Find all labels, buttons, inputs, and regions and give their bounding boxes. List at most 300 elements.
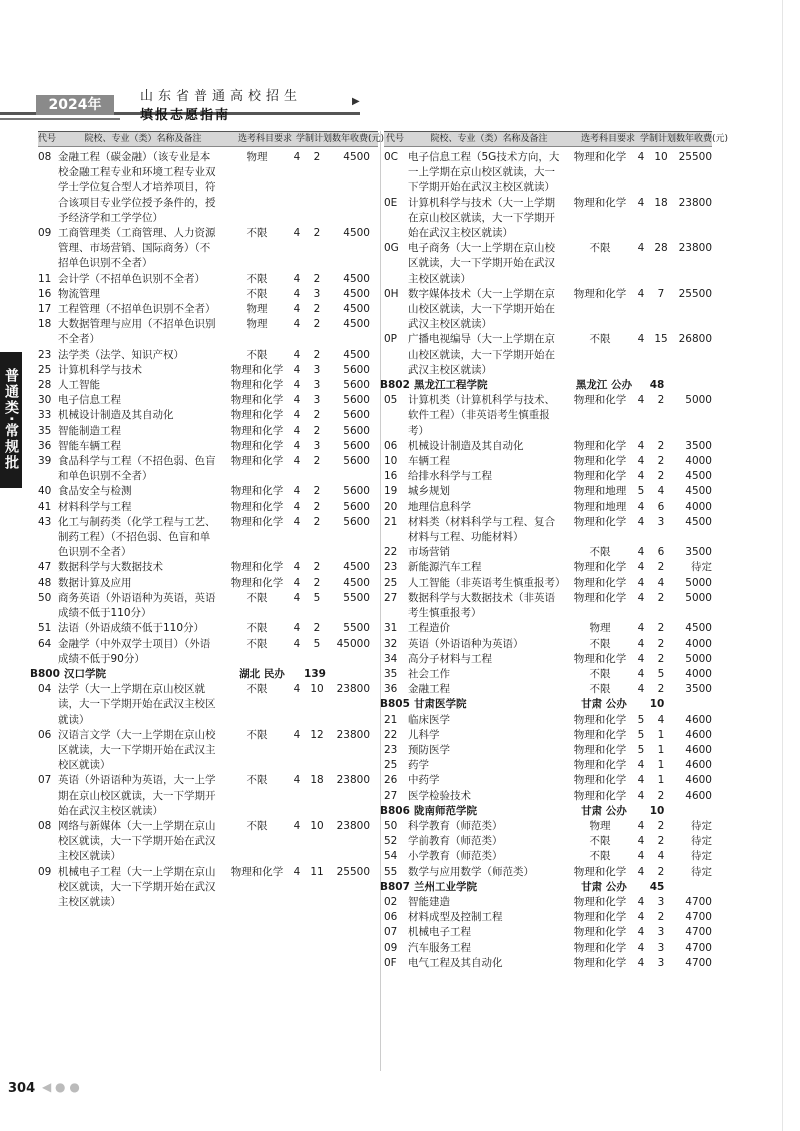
major-row	[38, 454, 378, 484]
major-row	[384, 500, 712, 515]
major-row	[38, 576, 378, 591]
subject-requirement: 物理和化学	[573, 713, 627, 726]
subject-requirement: 物理和化学	[573, 911, 627, 924]
plan-count: 3	[657, 956, 665, 969]
school-row	[30, 667, 378, 682]
study-years: 4	[293, 819, 301, 832]
annual-fee: 4700	[685, 941, 712, 954]
subject-requirement: 物理和化学	[230, 865, 284, 878]
study-years: 4	[293, 303, 301, 316]
major-row	[384, 150, 712, 196]
study-years: 4	[293, 622, 301, 635]
study-years: 4	[293, 728, 301, 741]
plan-count: 5	[313, 591, 321, 604]
subject-requirement: 不限	[246, 637, 268, 650]
annual-fee: 23800	[336, 683, 370, 696]
major-row	[384, 439, 712, 454]
major-name: 城乡规划	[408, 485, 450, 498]
major-name: 金融工程（碳金融）（该专业是本校金融工程专业和环境工程专业双学士学位复合型人才培养项目，符合该项目专业学位授予条件的，授予经济学和工学学位）	[58, 151, 216, 224]
subject-requirement: 物理	[589, 622, 611, 635]
major-row	[38, 439, 378, 454]
study-years: 4	[637, 865, 645, 878]
study-years: 4	[637, 911, 645, 924]
subject-requirement: 不限	[246, 287, 268, 300]
major-code: 10	[384, 455, 398, 468]
major-row	[38, 819, 378, 865]
subject-requirement: 物理和化学	[573, 759, 627, 772]
annual-fee: 5600	[343, 485, 370, 498]
plan-count: 2	[657, 637, 665, 650]
major-code: 40	[38, 485, 52, 498]
annual-fee: 23800	[678, 242, 712, 255]
subject-requirement: 不限	[589, 850, 611, 863]
header-code: 代号	[38, 134, 57, 144]
plan-count: 1	[657, 743, 665, 756]
major-row	[384, 789, 712, 804]
major-name: 网络与新媒体（大一上学期在京山校区就读，大一下学期开始在武汉主校区就读）	[58, 819, 216, 863]
major-name: 机械电子工程（大一上学期在京山校区就读，大一下学期开始在武汉主校区就读）	[58, 865, 216, 908]
header-rule-short	[0, 118, 120, 120]
subject-requirement: 物理和化学	[573, 743, 627, 756]
plan-count: 28	[654, 242, 668, 255]
major-code: 09	[384, 941, 398, 954]
major-row	[38, 287, 378, 302]
page-edge	[782, 0, 783, 1131]
annual-fee: 5000	[685, 652, 712, 665]
study-years: 4	[637, 151, 645, 163]
plan-count: 7	[657, 287, 665, 300]
annual-fee: 4500	[685, 622, 712, 635]
annual-fee: 4600	[685, 713, 712, 726]
major-name: 英语（外语语种为英语）	[408, 637, 524, 650]
major-code: 31	[384, 622, 398, 635]
major-row	[38, 348, 378, 363]
study-years: 4	[293, 865, 301, 878]
major-name: 汉语言文学（大一上学期在京山校区就读，大一下学期开始在武汉主校区就读）	[58, 728, 216, 772]
annual-fee: 4600	[685, 774, 712, 787]
major-row	[384, 454, 712, 469]
study-years: 4	[637, 242, 645, 255]
plan-count: 3	[657, 926, 665, 939]
subject-requirement: 不限	[589, 333, 611, 346]
major-code: 27	[384, 789, 398, 802]
major-row	[38, 226, 378, 272]
plan-count: 4	[657, 713, 665, 726]
subject-requirement: 物理和化学	[573, 728, 627, 741]
annual-fee: 待定	[691, 819, 712, 832]
major-code: 52	[384, 835, 398, 848]
major-row	[384, 591, 712, 621]
study-years: 4	[637, 470, 645, 483]
major-name: 新能源汽车工程	[408, 561, 482, 574]
annual-fee: 4500	[343, 227, 370, 240]
annual-fee: 4500	[343, 287, 370, 300]
major-code: 04	[38, 683, 52, 696]
major-row	[38, 637, 378, 667]
subject-requirement: 物理和化学	[573, 865, 627, 878]
plan-count: 3	[313, 439, 321, 452]
annual-fee: 23800	[336, 774, 370, 787]
subject-requirement: 物理和化学	[230, 409, 284, 422]
annual-fee: 4000	[685, 500, 712, 513]
school-region: 湖北 民办	[239, 667, 285, 680]
subject-requirement: 物理和化学	[230, 561, 284, 574]
school-code: B807	[380, 880, 410, 893]
major-row	[384, 393, 712, 439]
major-row	[384, 637, 712, 652]
major-row	[38, 682, 378, 728]
study-years: 4	[293, 500, 301, 513]
major-row	[384, 895, 712, 910]
annual-fee: 4500	[343, 561, 370, 574]
study-years: 4	[293, 151, 301, 163]
major-row	[384, 241, 712, 287]
plan-count: 2	[657, 652, 665, 665]
plan-count: 4	[657, 850, 665, 863]
annual-fee: 4500	[343, 303, 370, 316]
header-year: 2024年	[36, 95, 114, 115]
subject-requirement: 物理和化学	[573, 652, 627, 665]
major-name: 小学教育（师范类）	[408, 850, 503, 863]
major-name: 临床医学	[408, 713, 450, 726]
major-code: 47	[38, 561, 52, 574]
subject-requirement: 物理和化学	[573, 287, 627, 300]
header-subject: 选考科目要求	[580, 134, 635, 144]
annual-fee: 5600	[343, 455, 370, 468]
annual-fee: 23800	[336, 728, 370, 741]
subject-requirement: 物理和化学	[573, 470, 627, 483]
plan-count: 2	[313, 622, 321, 635]
major-row	[38, 408, 378, 423]
major-code: 11	[38, 272, 52, 285]
annual-fee: 4000	[685, 637, 712, 650]
subject-requirement: 物理和化学	[230, 515, 284, 528]
major-row	[384, 773, 712, 788]
subject-requirement: 不限	[589, 637, 611, 650]
major-name: 学前教育（师范类）	[408, 835, 503, 848]
study-years: 4	[637, 652, 645, 665]
major-row	[38, 560, 378, 575]
major-name: 食品安全与检测	[58, 485, 132, 498]
subject-requirement: 不限	[246, 728, 268, 741]
major-row	[38, 424, 378, 439]
major-code: 30	[38, 394, 52, 407]
school-name: 陇南师范学院	[414, 804, 477, 817]
header-name: 院校、专业（类）名称及备注	[430, 134, 548, 144]
annual-fee: 26800	[678, 333, 712, 346]
annual-fee: 25500	[336, 865, 370, 878]
major-name: 机械设计制造及其自动化	[58, 409, 174, 422]
annual-fee: 3500	[685, 546, 712, 559]
header-code: 代号	[385, 134, 404, 144]
subject-requirement: 物理和化学	[230, 500, 284, 513]
major-name: 计算机科学与技术	[58, 363, 142, 376]
study-years: 4	[637, 287, 645, 300]
study-years: 4	[637, 667, 645, 680]
annual-fee: 4600	[685, 789, 712, 802]
major-row	[384, 743, 712, 758]
major-name: 法语（外语成绩不低于110分）	[58, 622, 205, 635]
study-years: 4	[637, 637, 645, 650]
major-name: 会计学（不招单色识别不全者）	[58, 272, 205, 285]
subject-requirement: 不限	[246, 683, 268, 696]
major-name: 人工智能（非英语考生慎重报考）	[408, 576, 566, 589]
plan-count: 2	[313, 485, 321, 498]
plan-count: 2	[313, 561, 321, 574]
school-name: 兰州工业学院	[414, 880, 477, 893]
school-code: B802	[380, 379, 410, 392]
school-region: 甘肃 公办	[581, 804, 627, 817]
header-title: 山东省普通高校招生	[140, 89, 303, 104]
annual-fee: 4500	[343, 272, 370, 285]
major-code: 41	[38, 500, 52, 513]
major-code: 0F	[384, 956, 397, 969]
major-row	[384, 956, 712, 971]
major-name: 车辆工程	[408, 455, 450, 468]
major-row	[38, 865, 378, 911]
plan-count: 6	[657, 546, 665, 559]
annual-fee: 5600	[343, 515, 370, 528]
study-years: 4	[293, 379, 301, 392]
plan-count: 3	[313, 363, 321, 376]
study-years: 4	[293, 439, 301, 452]
subject-requirement: 物理和化学	[573, 591, 627, 604]
annual-fee: 4600	[685, 728, 712, 741]
study-years: 4	[637, 576, 645, 589]
plan-count: 2	[657, 394, 665, 407]
plan-count: 4	[657, 576, 665, 589]
major-code: 48	[38, 576, 52, 589]
major-code: 25	[384, 576, 398, 589]
subject-requirement: 不限	[246, 774, 268, 787]
major-code: 18	[38, 318, 52, 331]
study-years: 4	[637, 546, 645, 559]
major-row	[384, 196, 712, 242]
major-name: 法学（大一上学期在京山校区就读，大一下学期开始在武汉主校区就读）	[58, 683, 216, 726]
annual-fee: 5600	[343, 439, 370, 452]
major-code: 21	[384, 713, 398, 726]
major-row	[384, 469, 712, 484]
major-row	[384, 910, 712, 925]
major-code: 0G	[384, 242, 399, 255]
major-row	[384, 545, 712, 560]
school-plan: 10	[649, 804, 665, 817]
plan-count: 2	[313, 318, 321, 331]
plan-count: 15	[654, 333, 668, 346]
column-divider	[380, 131, 381, 1071]
major-code: 23	[384, 743, 398, 756]
plan-count: 3	[657, 515, 665, 528]
major-row	[38, 378, 378, 393]
study-years: 4	[293, 287, 301, 300]
plan-count: 1	[657, 728, 665, 741]
major-code: 06	[384, 911, 398, 924]
annual-fee: 4700	[685, 956, 712, 969]
plan-count: 2	[657, 789, 665, 802]
annual-fee: 4500	[343, 576, 370, 589]
header-years: 学制	[296, 134, 315, 144]
major-name: 电子商务（大一上学期在京山校区就读，大一下学期开始在武汉主校区就读）	[408, 242, 555, 285]
study-years: 4	[637, 622, 645, 635]
major-name: 广播电视编导（大一上学期在京山校区就读，大一下学期开始在武汉主校区就读）	[408, 333, 555, 376]
major-name: 法学类（法学、知识产权）	[58, 348, 184, 361]
major-row	[38, 317, 378, 347]
major-row	[384, 667, 712, 682]
subject-requirement: 物理和化学	[230, 394, 284, 407]
major-name: 社会工作	[408, 667, 450, 680]
sidebar-category-label: 普通类·常规批	[0, 352, 22, 488]
annual-fee: 4600	[685, 743, 712, 756]
major-row	[384, 941, 712, 956]
study-years: 4	[293, 227, 301, 240]
major-row	[38, 393, 378, 408]
page-number: 304	[8, 1081, 36, 1096]
major-row	[384, 652, 712, 667]
plan-count: 2	[657, 911, 665, 924]
major-row	[38, 621, 378, 636]
plan-count: 2	[313, 500, 321, 513]
left-column	[30, 131, 385, 910]
major-name: 数据科学与大数据技术（非英语考生慎重报考）	[408, 591, 555, 620]
major-name: 中药学	[408, 774, 440, 787]
annual-fee: 4500	[685, 485, 712, 498]
major-row	[384, 849, 712, 864]
annual-fee: 4000	[685, 667, 712, 680]
plan-count: 3	[313, 379, 321, 392]
study-years: 4	[637, 683, 645, 696]
subject-requirement: 物理和化学	[573, 439, 627, 452]
major-row	[384, 819, 712, 834]
major-name: 工程管理（不招单色识别不全者）	[58, 303, 216, 316]
annual-fee: 5600	[343, 409, 370, 422]
subject-requirement: 不限	[589, 242, 611, 255]
study-years: 4	[293, 424, 301, 437]
annual-fee: 25500	[678, 287, 712, 300]
study-years: 4	[293, 318, 301, 331]
study-years: 5	[637, 713, 645, 726]
study-years: 4	[637, 926, 645, 939]
annual-fee: 23800	[336, 819, 370, 832]
major-name: 给排水科学与工程	[408, 470, 492, 483]
school-region: 甘肃 公办	[581, 880, 627, 893]
study-years: 4	[637, 789, 645, 802]
annual-fee: 4500	[343, 348, 370, 361]
major-name: 电气工程及其自动化	[408, 956, 503, 969]
major-name: 机械设计制造及其自动化	[408, 439, 524, 452]
annual-fee: 5600	[343, 379, 370, 392]
major-code: 07	[38, 774, 52, 787]
major-code: 35	[38, 424, 52, 437]
plan-count: 3	[657, 941, 665, 954]
major-name: 智能制造工程	[58, 424, 121, 437]
major-row	[38, 484, 378, 499]
major-name: 科学教育（师范类）	[408, 819, 503, 832]
school-row	[380, 697, 712, 712]
major-row	[384, 713, 712, 728]
study-years: 4	[637, 895, 645, 908]
annual-fee: 待定	[691, 561, 712, 574]
major-name: 材料成型及控制工程	[408, 911, 503, 924]
subject-requirement: 物理和化学	[230, 424, 284, 437]
subject-requirement: 物理和化学	[573, 789, 627, 802]
annual-fee: 5000	[685, 394, 712, 407]
annual-fee: 3500	[685, 683, 712, 696]
major-code: 0C	[384, 151, 399, 163]
plan-count: 3	[313, 394, 321, 407]
plan-count: 2	[657, 865, 665, 878]
study-years: 4	[637, 455, 645, 468]
major-code: 07	[384, 926, 398, 939]
study-years: 4	[637, 956, 645, 969]
annual-fee: 4500	[343, 318, 370, 331]
study-years: 4	[293, 774, 301, 787]
major-code: 55	[384, 865, 398, 878]
school-row	[380, 880, 712, 895]
subject-requirement: 物理和化学	[573, 151, 627, 163]
plan-count: 2	[313, 409, 321, 422]
annual-fee: 5500	[343, 622, 370, 635]
school-plan: 10	[649, 698, 665, 711]
major-row	[384, 515, 712, 545]
major-name: 药学	[408, 759, 429, 772]
major-code: 16	[38, 287, 52, 300]
major-name: 化工与制药类（化学工程与工艺、制药工程）（不招色弱、色盲和单色识别不全者）	[58, 515, 216, 559]
table-header	[384, 131, 729, 147]
subject-requirement: 物理和化学	[573, 774, 627, 787]
study-years: 4	[637, 561, 645, 574]
major-row	[384, 925, 712, 940]
plan-count: 1	[657, 759, 665, 772]
study-years: 4	[637, 774, 645, 787]
school-code: B806	[380, 804, 410, 817]
annual-fee: 4700	[685, 926, 712, 939]
plan-count: 5	[313, 637, 321, 650]
study-years: 4	[637, 515, 645, 528]
major-name: 电子信息工程（5G技术方向，大一上学期在京山校区就读，大一下学期开始在武汉主校区就读）	[408, 151, 560, 194]
annual-fee: 4000	[685, 455, 712, 468]
school-name: 黑龙江工程学院	[414, 379, 488, 392]
major-code: 25	[384, 759, 398, 772]
plan-count: 4	[657, 485, 665, 498]
major-code: 20	[384, 500, 398, 513]
subject-requirement: 物理和化学	[573, 561, 627, 574]
major-code: 43	[38, 515, 52, 528]
annual-fee: 23800	[678, 196, 712, 209]
subject-requirement: 不限	[246, 272, 268, 285]
annual-fee: 5600	[343, 394, 370, 407]
plan-count: 2	[657, 470, 665, 483]
major-code: 39	[38, 455, 52, 468]
major-code: 50	[384, 819, 398, 832]
subject-requirement: 物理和化学	[573, 956, 627, 969]
major-name: 计算机科学与技术（大一上学期在京山校区就读，大一下学期开始在武汉主校区就读）	[408, 196, 555, 240]
major-name: 材料类（材料科学与工程、复合材料与工程、功能材料）	[408, 515, 555, 544]
major-code: 28	[38, 379, 52, 392]
major-code: 09	[38, 227, 52, 240]
annual-fee: 待定	[691, 865, 712, 878]
major-name: 材料科学与工程	[58, 500, 132, 513]
plan-count: 2	[313, 515, 321, 528]
school-name: 汉口学院	[64, 667, 106, 680]
subject-requirement: 物理和化学	[230, 576, 284, 589]
table-header	[38, 131, 385, 147]
plan-count: 2	[657, 683, 665, 696]
subject-requirement: 物理和化学	[573, 394, 627, 407]
plan-count: 2	[313, 424, 321, 437]
study-years: 4	[637, 850, 645, 863]
plan-count: 18	[654, 196, 668, 209]
major-row	[38, 150, 378, 226]
